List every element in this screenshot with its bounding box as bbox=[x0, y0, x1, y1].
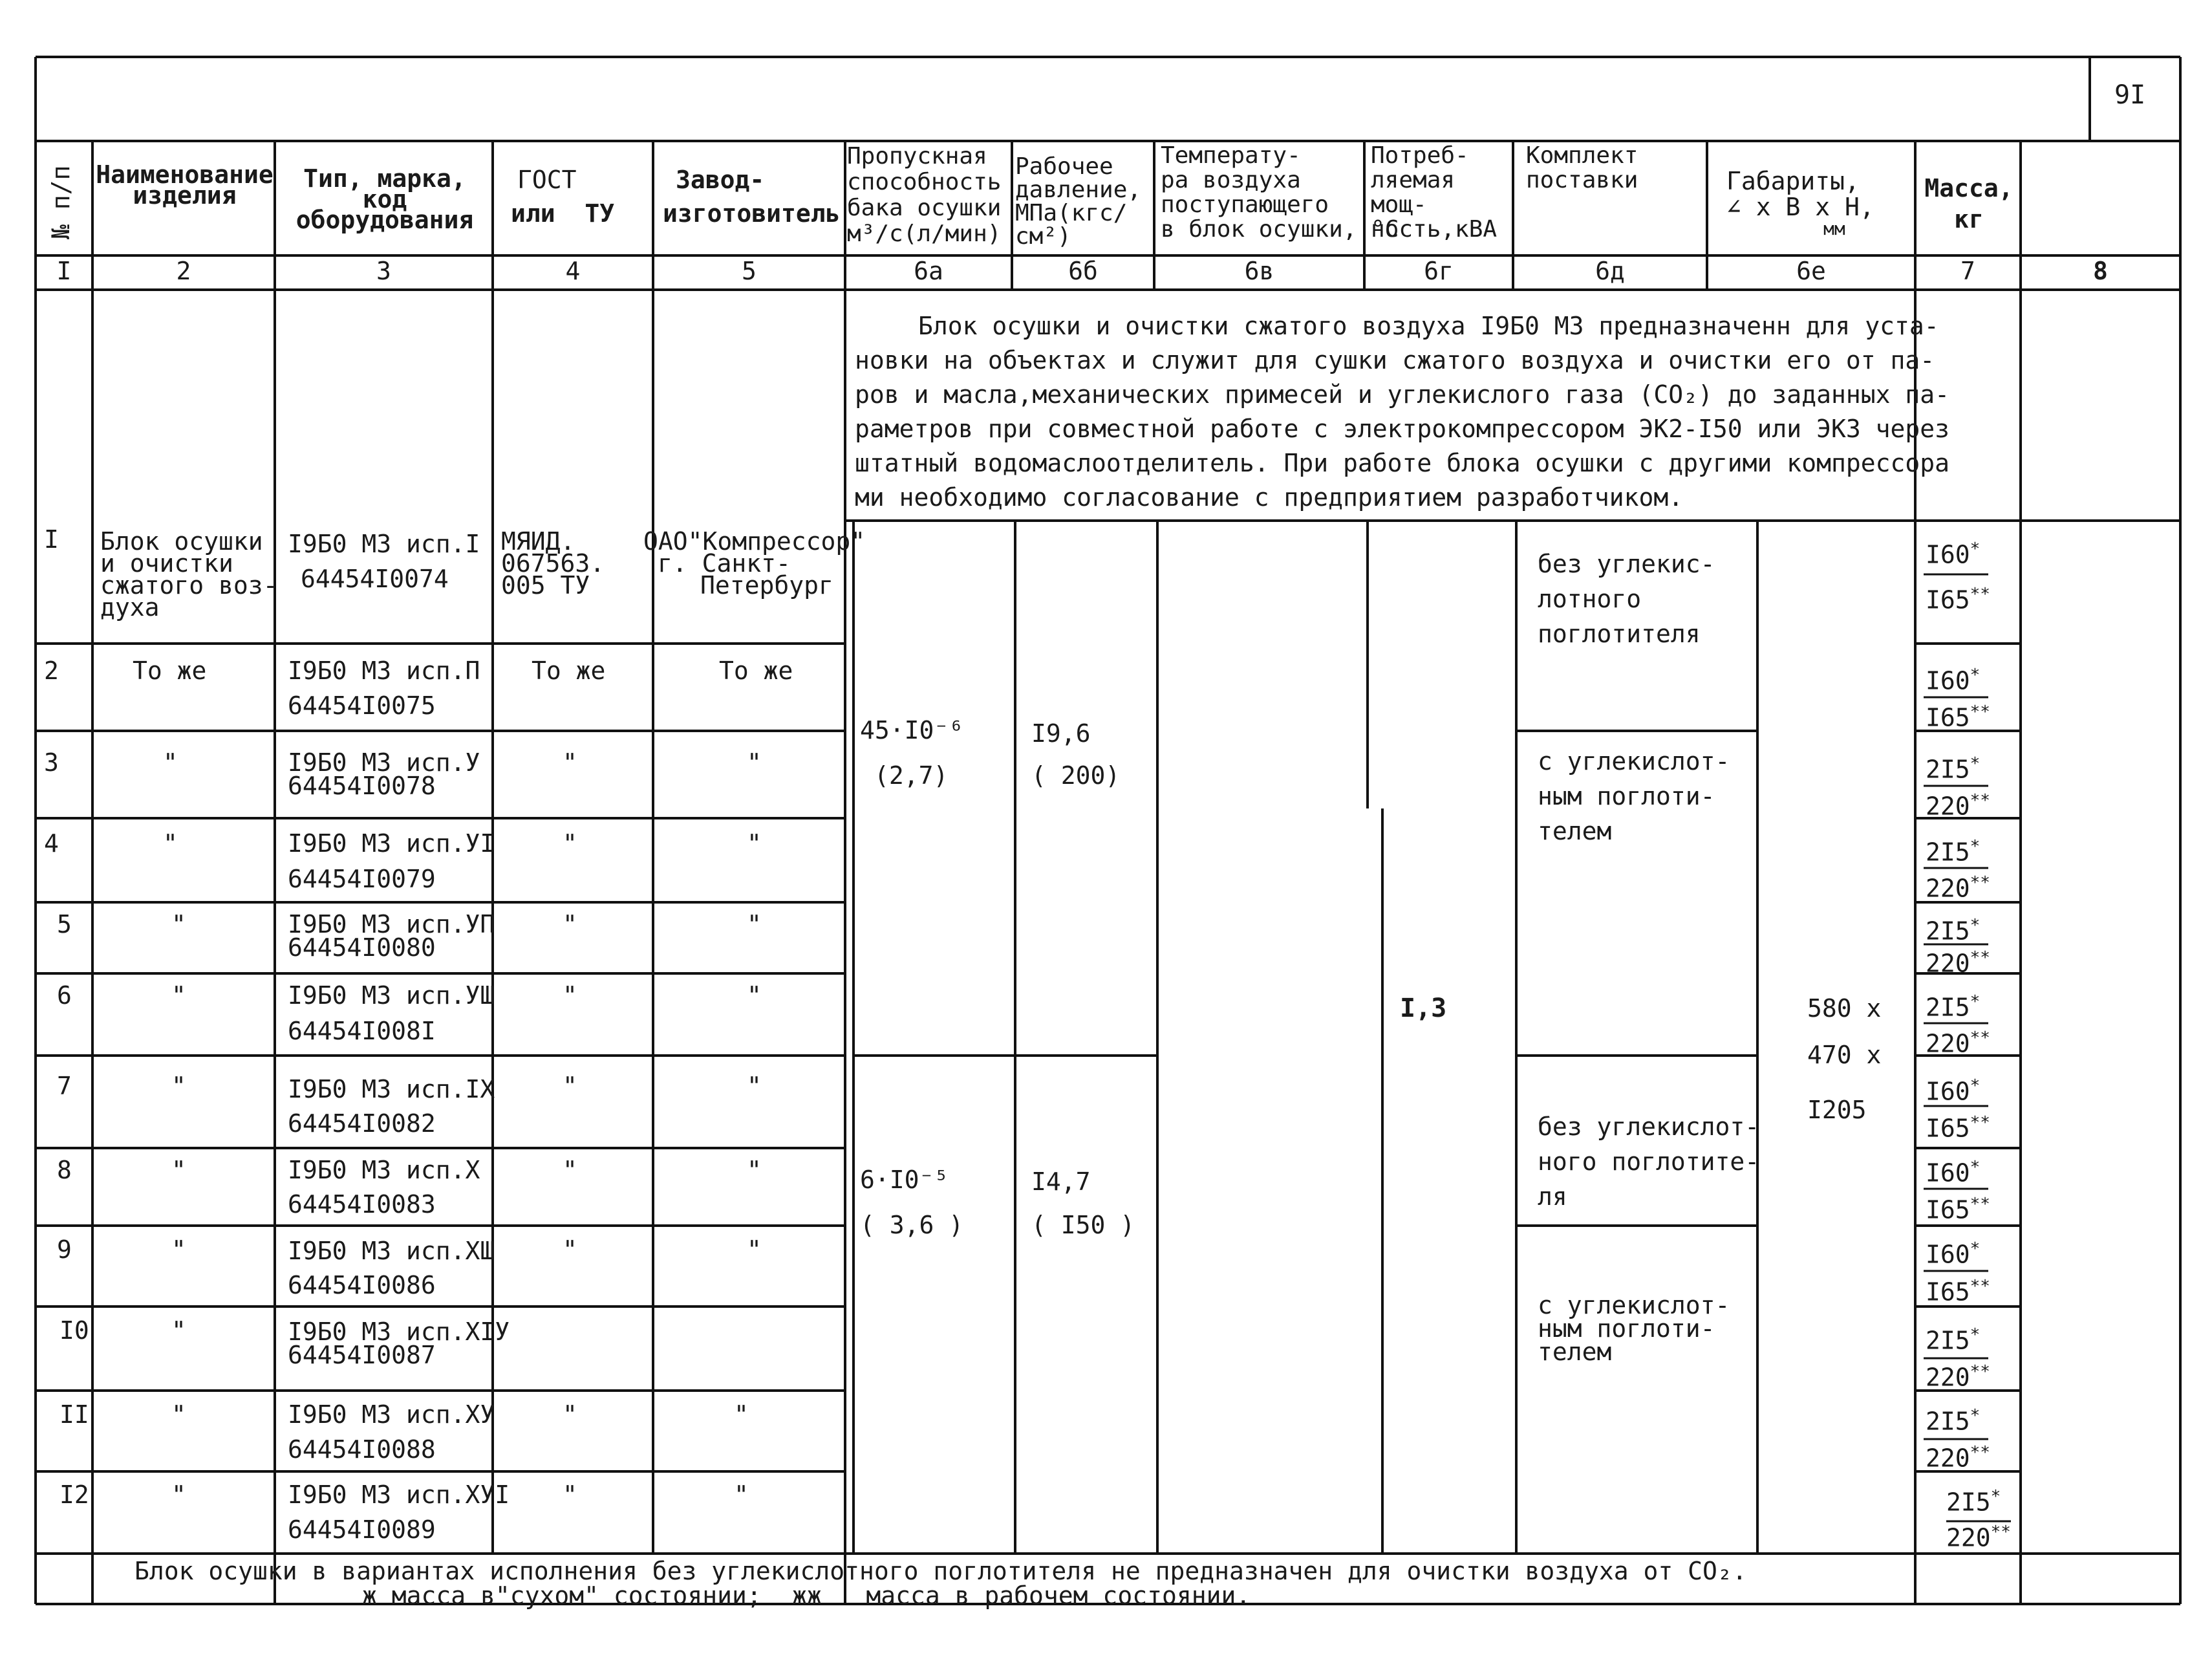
row-gost: " bbox=[563, 1480, 577, 1509]
power-value: I,3 bbox=[1400, 993, 1447, 1023]
mass-work-value: 220 bbox=[1926, 949, 1970, 978]
header-flow-line: бака осушки bbox=[847, 195, 1002, 221]
kit-line: с углекислот- bbox=[1538, 747, 1730, 775]
kit-c bbox=[1538, 1109, 1759, 1214]
kit-d bbox=[1538, 1291, 1730, 1366]
row-type: I9Б0 МЗ исп.XIУ bbox=[288, 1317, 510, 1346]
mass-work-mark: ** bbox=[1970, 1443, 1990, 1462]
row-type: I9Б0 МЗ исп.X bbox=[288, 1156, 480, 1184]
row-gost: " bbox=[563, 910, 577, 938]
row-gost: " bbox=[563, 981, 577, 1010]
header-temperature-line: поступающего bbox=[1161, 191, 1329, 218]
row-name: То же bbox=[133, 656, 207, 685]
row-name-line: и очистки bbox=[100, 549, 233, 578]
row-type: I9Б0 МЗ исп.IX bbox=[288, 1075, 495, 1103]
row-maker-line: г. Санкт- bbox=[658, 549, 791, 578]
dimensions-line: I205 bbox=[1807, 1096, 1867, 1124]
mass-dry-mark: * bbox=[1970, 992, 1981, 1012]
mass-dry bbox=[1926, 913, 1980, 944]
row-number: I2 bbox=[59, 1480, 89, 1509]
intro-line: ров и масла,механических примесей и углекислого газа (CO₂) до заданных па- bbox=[855, 380, 1949, 409]
mass-work-value: 220 bbox=[1926, 1363, 1970, 1392]
row-code: 64454I0075 bbox=[288, 691, 436, 720]
header-kit-line: поставки bbox=[1526, 167, 1638, 193]
header-dimensions-line: Габариты, bbox=[1726, 167, 1860, 195]
kit-line: лотного bbox=[1538, 585, 1642, 613]
mass-dry bbox=[1926, 834, 1980, 865]
col-number: 5 bbox=[742, 257, 757, 285]
mass-work-value: 220 bbox=[1926, 1029, 1970, 1058]
mass-dry-value: 2I5 bbox=[1926, 916, 1970, 946]
row-number: 7 bbox=[57, 1072, 72, 1100]
mass-dry-mark: * bbox=[1970, 666, 1981, 685]
row-name: " bbox=[171, 1316, 186, 1345]
pressure-kgf-group-2: ( I50 ) bbox=[1031, 1211, 1135, 1239]
row-maker bbox=[643, 527, 866, 600]
mass-work-mark: ** bbox=[1970, 1277, 1990, 1296]
mass-work-mark: ** bbox=[1970, 1195, 1990, 1214]
mass-dry-mark: * bbox=[1970, 1158, 1981, 1177]
row-code: 64454I0079 bbox=[288, 865, 436, 893]
mass-work-mark: ** bbox=[1970, 948, 1990, 968]
mass-work bbox=[1926, 1192, 1990, 1222]
row-code: 64454I0078 bbox=[288, 772, 436, 800]
mass-dry bbox=[1926, 1155, 1980, 1186]
kit-line: с углекислот- bbox=[1538, 1291, 1730, 1319]
mass-dry-mark: * bbox=[1970, 1325, 1981, 1345]
mass-dry bbox=[1926, 1237, 1980, 1267]
row-type: I9Б0 МЗ исп.XУI bbox=[288, 1480, 510, 1509]
header-power-line: ляемая bbox=[1371, 167, 1455, 193]
header-type-line: код bbox=[362, 185, 407, 213]
kit-a bbox=[1538, 547, 1715, 651]
col-number: 6в bbox=[1244, 257, 1274, 285]
header-dimensions-line: мм bbox=[1823, 218, 1845, 239]
mass-dry-value: 2I5 bbox=[1926, 1407, 1970, 1436]
row-name: " bbox=[163, 748, 178, 777]
mass-dry-mark: * bbox=[1990, 1487, 2001, 1506]
mass-dry-value: I60 bbox=[1926, 540, 1970, 569]
row-code: 64454I008I bbox=[288, 1017, 436, 1045]
dimensions-line: 580 x bbox=[1807, 994, 1882, 1023]
footer-note: Блок осушки в вариантах исполнения без углекислотного поглотителя не предназначен для очистки воздуха от CO₂. bbox=[134, 1557, 1747, 1585]
mass-work-value: I65 bbox=[1926, 585, 1970, 614]
row-type: I9Б0 МЗ исп.I bbox=[288, 530, 480, 558]
header-type-line: оборудования bbox=[295, 206, 474, 234]
mass-work-mark: ** bbox=[1970, 702, 1990, 722]
kit-line: поглотителя bbox=[1538, 620, 1701, 648]
header-dimensions bbox=[1713, 168, 1914, 238]
mass-work bbox=[1926, 1360, 1990, 1390]
col-number: 7 bbox=[1960, 257, 1975, 285]
footer-legend-dry: ж масса в"сухом" состоянии; bbox=[362, 1581, 762, 1610]
mass-work bbox=[1926, 1111, 1990, 1141]
header-mass-line: Масса, bbox=[1924, 174, 2013, 202]
pressure-group-2: I4,7 bbox=[1031, 1167, 1091, 1196]
row-maker: " bbox=[734, 1400, 749, 1429]
row-name-line: сжатого воз- bbox=[100, 571, 278, 600]
header-temperature-line: ра воздуха bbox=[1161, 167, 1301, 193]
kit-b bbox=[1538, 744, 1730, 849]
mass-work-value: 220 bbox=[1926, 1444, 1970, 1473]
intro-line: раметров при совместной работе с электрокомпрессором ЭК2-I50 или ЭКЗ через bbox=[855, 415, 1949, 443]
header-name-line: Наименование bbox=[96, 160, 274, 189]
mass-dry-mark: * bbox=[1970, 1239, 1981, 1259]
col-number: 6а bbox=[914, 257, 943, 285]
header-maker-line: изготовитель bbox=[663, 199, 841, 228]
header-gost bbox=[498, 166, 650, 228]
col-number: 6д bbox=[1595, 257, 1625, 285]
row-gost: " bbox=[563, 748, 577, 777]
header-temperature-line: в блок осушки, °С bbox=[1161, 216, 1399, 243]
kit-line: без углекислот- bbox=[1538, 1112, 1760, 1141]
flow-group-1: 45·I0⁻⁶ bbox=[860, 716, 964, 744]
header-flow-line: способность bbox=[847, 169, 1002, 195]
header-gost-line: или ТУ bbox=[511, 199, 615, 228]
header-col-number: № п/п bbox=[47, 165, 75, 239]
row-number: I bbox=[44, 525, 59, 554]
row-gost: " bbox=[563, 1156, 577, 1184]
col-number: 6г bbox=[1424, 257, 1454, 285]
row-maker: " bbox=[747, 981, 762, 1010]
row-name: " bbox=[171, 1400, 186, 1429]
row-number: 9 bbox=[57, 1235, 72, 1264]
header-maker bbox=[656, 166, 844, 228]
row-name: " bbox=[171, 1235, 186, 1264]
mass-work bbox=[1926, 582, 1990, 613]
mass-dry-mark: * bbox=[1970, 539, 1981, 559]
mass-dry-value: 2I5 bbox=[1946, 1488, 1991, 1517]
row-number: 2 bbox=[44, 656, 59, 685]
mass-work-mark: ** bbox=[1970, 791, 1990, 810]
row-name: " bbox=[171, 1480, 186, 1509]
row-gost: " bbox=[563, 1400, 577, 1429]
flow-liters-group-2: ( 3,6 ) bbox=[860, 1211, 964, 1239]
row-maker: " bbox=[747, 1235, 762, 1264]
row-type: I9Б0 МЗ исп.УI bbox=[288, 829, 495, 858]
row-name: " bbox=[171, 1156, 186, 1184]
mass-work-value: I65 bbox=[1926, 703, 1970, 732]
col-number: 3 bbox=[376, 257, 391, 285]
mass-work bbox=[1926, 1274, 1990, 1305]
header-type bbox=[278, 164, 491, 234]
kit-line: телем bbox=[1538, 1338, 1612, 1366]
mass-work-mark: ** bbox=[1970, 1362, 1990, 1382]
mass-dry bbox=[1926, 990, 1980, 1020]
row-type: I9Б0 МЗ исп.П bbox=[288, 656, 480, 685]
row-type: I9Б0 МЗ исп.XШ bbox=[288, 1237, 495, 1265]
intro-paragraph bbox=[855, 309, 1949, 515]
header-maker-line: Завод- bbox=[676, 166, 765, 194]
header-kit-line: Комплект bbox=[1526, 142, 1638, 169]
row-maker: То же bbox=[719, 656, 793, 685]
col-number: 4 bbox=[565, 257, 581, 285]
row-code: 64454I0089 bbox=[288, 1515, 436, 1544]
header-mass bbox=[1917, 174, 2021, 233]
row-name: " bbox=[171, 1072, 186, 1100]
row-maker-line: Петербург bbox=[700, 571, 833, 600]
row-name-line: духа bbox=[100, 593, 160, 622]
mass-work bbox=[1926, 700, 1990, 730]
row-maker: " bbox=[747, 1156, 762, 1184]
row-maker: " bbox=[747, 829, 762, 858]
col-number: 2 bbox=[176, 257, 191, 285]
mass-work-mark: ** bbox=[1970, 1028, 1990, 1048]
row-code: 64454I0074 bbox=[301, 565, 449, 593]
kit-line: ным поглоти- bbox=[1538, 782, 1715, 810]
row-gost: " bbox=[563, 1235, 577, 1264]
row-number: 6 bbox=[57, 981, 72, 1010]
row-maker: " bbox=[747, 1072, 762, 1100]
mass-dry bbox=[1926, 752, 1980, 782]
row-gost-line: 067563. bbox=[501, 549, 605, 578]
mass-work-value: 220 bbox=[1926, 874, 1970, 903]
mass-dry-mark: * bbox=[1970, 1406, 1981, 1426]
mass-work-mark: ** bbox=[1970, 873, 1990, 893]
header-flow bbox=[847, 144, 1012, 247]
header-flow-line: м³/с(л/мин) bbox=[847, 221, 1002, 247]
mass-dry bbox=[1926, 1404, 1980, 1434]
mass-dry-value: 2I5 bbox=[1926, 838, 1970, 867]
mass-work-mark: ** bbox=[1970, 585, 1990, 604]
row-gost: То же bbox=[532, 656, 606, 685]
row-code: 64454I0086 bbox=[288, 1271, 436, 1299]
row-name-line: Блок осушки bbox=[100, 527, 263, 556]
col-number: I bbox=[56, 257, 72, 285]
kit-line: ным поглоти- bbox=[1538, 1314, 1715, 1343]
row-maker-line: ОАО"Компрессор" bbox=[643, 527, 866, 556]
mass-work-mark: ** bbox=[1970, 1113, 1990, 1133]
kit-line: ля bbox=[1538, 1182, 1567, 1211]
row-maker: " bbox=[747, 910, 762, 938]
footer-legend-work: жж масса в рабочем состоянии. bbox=[792, 1581, 1251, 1610]
header-name bbox=[96, 160, 274, 210]
row-number: 3 bbox=[44, 748, 59, 777]
mass-dry bbox=[1926, 663, 1980, 693]
mass-work bbox=[1926, 871, 1990, 901]
header-type-line: Тип, марка, bbox=[303, 164, 466, 193]
col-number: 6б bbox=[1068, 257, 1098, 285]
flow-group-2: 6·I0⁻⁵ bbox=[860, 1166, 949, 1194]
mass-dry-value: I60 bbox=[1926, 666, 1970, 695]
header-power-line: ность,кВА bbox=[1371, 216, 1498, 243]
mass-dry bbox=[1926, 1074, 1980, 1104]
row-gost: " bbox=[563, 1072, 577, 1100]
row-code: 64454I0083 bbox=[288, 1190, 436, 1219]
row-type: I9Б0 МЗ исп.УШ bbox=[288, 981, 495, 1010]
page-number: 9I bbox=[2114, 80, 2146, 110]
row-gost bbox=[501, 527, 605, 600]
header-gost-line: ГОСТ bbox=[517, 166, 577, 194]
mass-work bbox=[1926, 946, 1990, 976]
mass-work bbox=[1946, 1520, 2011, 1550]
mass-work-value: I65 bbox=[1926, 1114, 1970, 1143]
mass-work bbox=[1926, 788, 1990, 819]
row-code: 64454I0082 bbox=[288, 1109, 436, 1138]
kit-line: ного поглотите- bbox=[1538, 1147, 1760, 1176]
header-pressure-line: Рабочее bbox=[1015, 153, 1113, 180]
header-power-line: Потреб- bbox=[1371, 142, 1469, 169]
header-dimensions-line: ∠ x B x H, bbox=[1726, 193, 1874, 221]
col-number: 8 bbox=[2093, 257, 2108, 285]
mass-dry-mark: * bbox=[1970, 916, 1981, 935]
pressure-group-1: I9,6 bbox=[1031, 719, 1091, 748]
row-type: I9Б0 МЗ исп.XУ bbox=[288, 1400, 495, 1429]
kit-line: телем bbox=[1538, 817, 1612, 845]
mass-dry-mark: * bbox=[1970, 754, 1981, 774]
row-type: I9Б0 МЗ исп.УП bbox=[288, 910, 495, 938]
row-code: 64454I0087 bbox=[288, 1341, 436, 1369]
row-gost-line: МЯИД. bbox=[501, 527, 575, 556]
mass-work-value: 220 bbox=[1926, 792, 1970, 821]
intro-line: новки на объектах и служит для сушки сжатого воздуха и очистки его от па- bbox=[855, 346, 1935, 374]
row-number: II bbox=[59, 1400, 89, 1429]
row-maker: " bbox=[734, 1480, 749, 1509]
mass-work bbox=[1926, 1440, 1990, 1471]
mass-work-value: I65 bbox=[1926, 1277, 1970, 1307]
mass-dry-value: 2I5 bbox=[1926, 1326, 1970, 1355]
mass-work-mark: ** bbox=[1990, 1523, 2011, 1542]
mass-dry-value: I60 bbox=[1926, 1077, 1970, 1106]
header-pressure-line: см²) bbox=[1015, 223, 1071, 250]
mass-dry-mark: * bbox=[1970, 837, 1981, 856]
mass-work bbox=[1926, 1026, 1990, 1056]
flow-liters-group-1: (2,7) bbox=[874, 761, 949, 790]
header-power-line: мощ- bbox=[1371, 191, 1427, 218]
kit-line: без углекис- bbox=[1538, 550, 1715, 578]
intro-line: штатный водомаслоотделитель. При работе блока осушки с другими компрессора bbox=[855, 449, 1949, 477]
intro-line: Блок осушки и очистки сжатого воздуха I9Б0 МЗ предназначенн для уста- bbox=[918, 312, 1939, 340]
row-name: " bbox=[163, 829, 178, 858]
col-number: 6е bbox=[1796, 257, 1826, 285]
row-name: " bbox=[171, 981, 186, 1010]
row-code: 64454I0080 bbox=[288, 933, 436, 962]
header-mass-line: кг bbox=[1954, 205, 1984, 233]
row-type: I9Б0 МЗ исп.У bbox=[288, 748, 480, 777]
mass-work-value: 220 bbox=[1946, 1523, 1991, 1552]
header-temperature-line: Температу- bbox=[1161, 142, 1301, 169]
mass-dry-value: 2I5 bbox=[1926, 755, 1970, 784]
header-pressure bbox=[1015, 155, 1154, 248]
row-gost: " bbox=[563, 829, 577, 858]
row-name bbox=[100, 527, 278, 622]
header-flow-line: Пропускная bbox=[847, 143, 987, 169]
mass-work-value: I65 bbox=[1926, 1195, 1970, 1224]
header-kit bbox=[1526, 144, 1707, 193]
row-number: I0 bbox=[59, 1316, 89, 1345]
dimensions-line: 470 x bbox=[1807, 1041, 1882, 1069]
mass-dry-value: 2I5 bbox=[1926, 993, 1970, 1022]
row-maker: " bbox=[747, 748, 762, 777]
mass-dry bbox=[1946, 1484, 2001, 1515]
mass-dry bbox=[1926, 537, 1980, 567]
mass-dry-value: I60 bbox=[1926, 1240, 1970, 1269]
row-code: 64454I0088 bbox=[288, 1435, 436, 1464]
intro-line: ми необходимо согласование с предприятием разработчиком. bbox=[855, 483, 1684, 512]
row-number: 4 bbox=[44, 829, 59, 858]
mass-dry-value: I60 bbox=[1926, 1158, 1970, 1187]
mass-dry-mark: * bbox=[1970, 1076, 1981, 1096]
header-pressure-line: давление, bbox=[1015, 177, 1142, 203]
header-power bbox=[1371, 144, 1513, 242]
mass-dry bbox=[1926, 1323, 1980, 1353]
pressure-kgf-group-1: ( 200) bbox=[1031, 761, 1121, 790]
header-pressure-line: МПа(кгс/ bbox=[1015, 200, 1128, 226]
row-number: 8 bbox=[57, 1156, 72, 1184]
row-name: " bbox=[171, 910, 186, 938]
row-number: 5 bbox=[57, 910, 72, 938]
header-name-line: изделия bbox=[133, 181, 237, 210]
row-gost-line: 005 ТУ bbox=[501, 571, 590, 600]
